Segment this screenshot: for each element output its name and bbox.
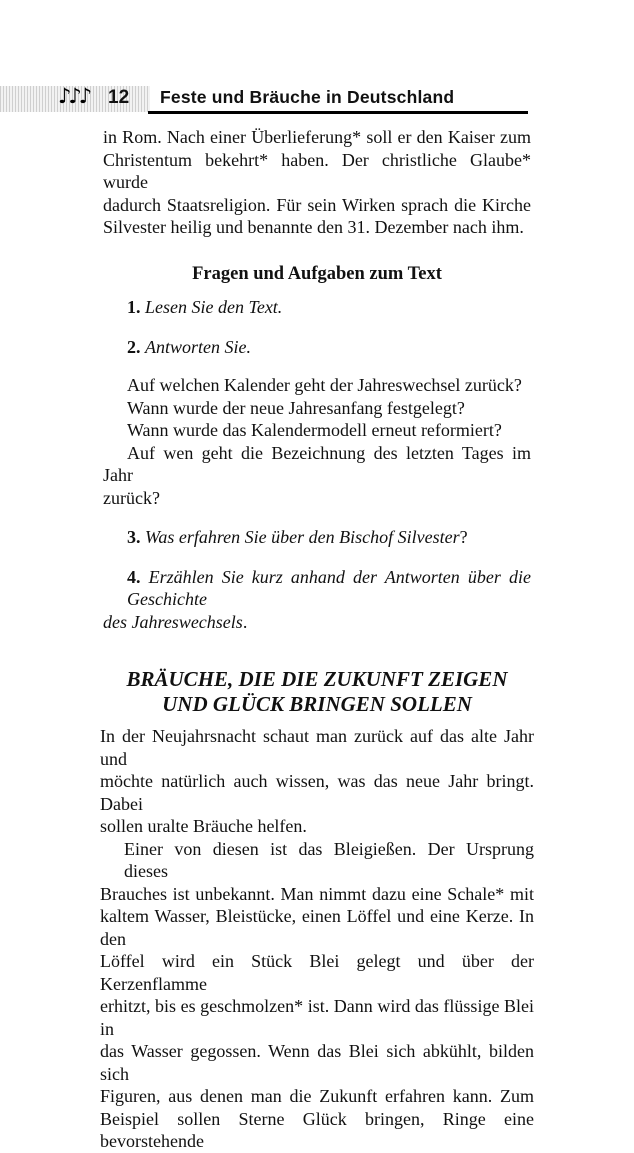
question-line: zurück?	[103, 487, 160, 508]
task-4	[103, 566, 531, 634]
section-title-line: UND GLÜCK BRINGEN SOLLEN	[162, 692, 472, 716]
page-content	[100, 126, 534, 1153]
text-line: sollen uralte Bräuche helfen.	[100, 816, 307, 836]
text-line: dadurch Staatsreligion. Für sein Wirken sprach die Kirche	[103, 194, 531, 215]
section-paragraph-2	[100, 838, 534, 1153]
task-number: 1.	[127, 297, 141, 317]
task-number: 2.	[127, 336, 141, 357]
question-line: Wann wurde das Kalendermodell erneut reformiert?	[127, 420, 502, 440]
text-line: kaltem Wasser, Bleistücke, einen Löffel und eine Kerze. In den	[100, 906, 534, 949]
text-line: In der Neujahrsnacht schaut man zurück auf das alte Jahr und	[100, 726, 534, 769]
section-title	[103, 667, 531, 717]
page-number: 12	[108, 87, 130, 108]
questions-heading: Fragen und Aufgaben zum Text	[192, 263, 442, 284]
text-line: das Wasser gegossen. Wenn das Blei sich abkühlt, bilden sich	[100, 1041, 534, 1084]
task-2	[103, 336, 531, 359]
task-number: 3.	[127, 527, 141, 547]
task-number: 4.	[127, 566, 141, 587]
running-title: Feste und Bräuche in Deutschland	[160, 87, 455, 107]
task-text: des Jahreswechsels	[103, 611, 243, 632]
section-paragraph-1	[100, 725, 534, 838]
text-line: Christentum bekehrt* haben. Der christliche Glaube* wurde	[103, 149, 531, 192]
task-3	[103, 526, 531, 549]
section-title-line: BRÄUCHE, DIE DIE ZUKUNFT ZEIGEN	[126, 667, 508, 691]
task-suffix: .	[242, 611, 248, 632]
text-line: in Rom. Nach einer Überlieferung* soll er den Kaiser zum	[103, 127, 531, 147]
text-line: erhitzt, bis es geschmolzen* ist. Dann wird das flüssige Blei in	[100, 996, 534, 1039]
task-text: Was erfahren Sie über den Bischof Silvester	[145, 527, 460, 547]
task-text: Erzählen Sie kurz anhand der Antworten über die Geschichte	[127, 566, 531, 609]
text-line: Löffel wird ein Stück Blei gelegt und über der Kerzenflamme	[100, 951, 534, 994]
question-line: Auf welchen Kalender geht der Jahreswechsel zurück?	[127, 375, 522, 395]
text-line: Brauches ist unbekannt. Man nimmt dazu eine Schale* mit	[100, 883, 534, 904]
header-rule	[148, 111, 528, 114]
text-line: möchte natürlich auch wissen, was das neue Jahr bringt. Dabei	[100, 771, 534, 814]
question-line: Auf wen geht die Bezeichnung des letzten Tages im Jahr	[103, 442, 531, 485]
music-notes-icon: ♪♪♪	[58, 84, 90, 108]
task-line	[103, 566, 531, 611]
task-1	[103, 296, 531, 319]
text-line: Beispiel sollen Sterne Glück bringen, Ringe eine bevorstehende	[100, 1108, 534, 1151]
question-line: Wann wurde der neue Jahresanfang festgelegt?	[127, 397, 465, 418]
task-text: Lesen Sie den Text.	[145, 297, 283, 317]
task-line	[103, 611, 531, 634]
task-suffix: ?	[459, 527, 468, 547]
intro-paragraph	[103, 126, 531, 239]
task-text: Antworten Sie.	[145, 336, 251, 357]
text-line: Silvester heilig und benannte den 31. Dezember nach ihm.	[103, 217, 524, 237]
page-header	[0, 82, 634, 116]
question-list	[103, 374, 531, 509]
text-line: Figuren, aus denen man die Zukunft erfahren kann. Zum	[100, 1086, 534, 1106]
text-line: Einer von diesen ist das Bleigießen. Der Ursprung dieses	[124, 838, 534, 881]
